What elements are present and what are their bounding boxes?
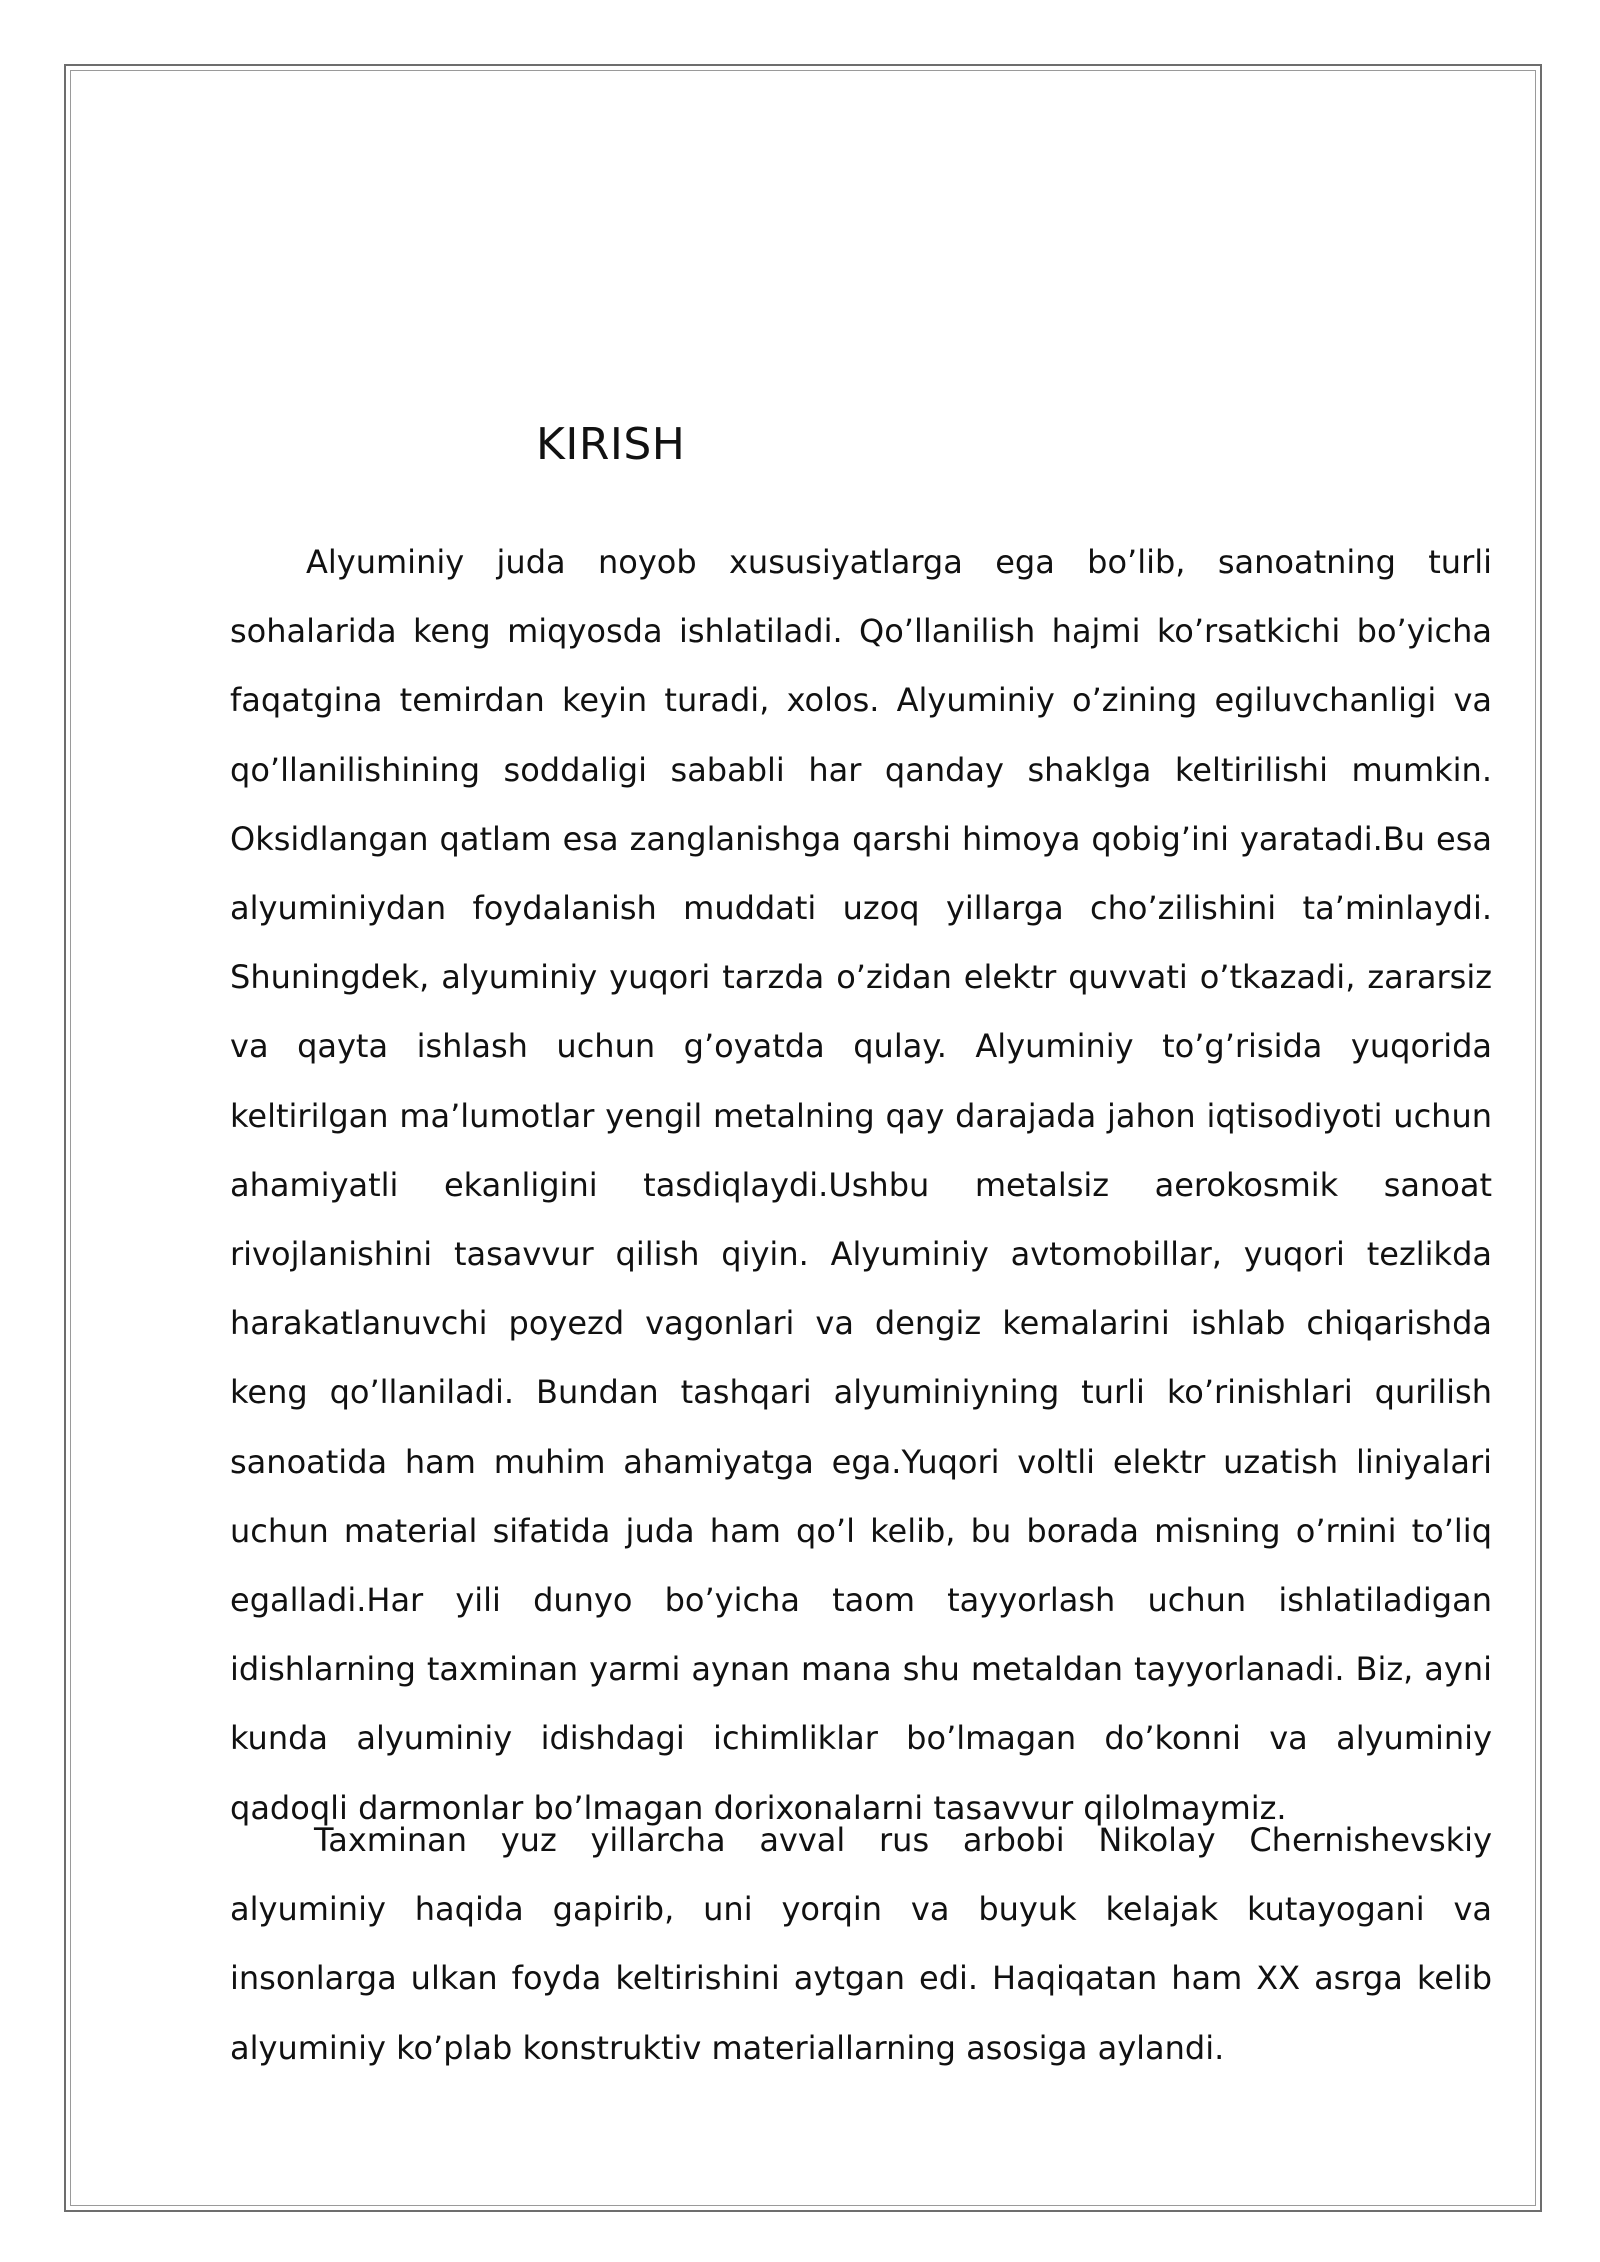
page-title: KIRISH [536,419,686,470]
body-paragraph-1: Alyuminiy juda noyob xususiyatlarga ega bo’lib, sanoatning turli sohalarida keng miqyosda ishlatiladi. Qo’llanilish hajmi ko’rsatkichi bo’yicha faqatgina temirdan keyin turadi, xolos. Alyuminiy o’zining egiluvchanligi va qo’llanilishining soddaligi sababli har qanday shaklga keltirilishi mumkin. Oksidlangan qatlam esa zanglanishga qarshi himoya qobig’ini yaratadi.Bu esa alyuminiydan foydalanish muddati uzoq yillarga cho’zilishini ta’minlaydi. Shuningdek, alyuminiy yuqori tarzda o’zidan elektr quvvati o’tkazadi, zararsiz va qayta ishlash uchun g’oyatda qulay. Alyuminiy to’g’risida yuqorida keltirilgan ma’lumotlar yengil metalning qay darajada jahon iqtisodiyoti uchun ahamiyatli ekanligini tasdiqlaydi.Ushbu metalsiz aerokosmik sanoat rivojlanishini tasavvur qilish qiyin. Alyuminiy avtomobillar, yuqori tezlikda harakatlanuvchi poyezd vagonlari va dengiz kemalarini ishlab chiqarishda keng qo’llaniladi. Bundan tashqari alyuminiyning turli ko’rinishlari qurilish sanoatida ham muhim ahamiyatga ega.Yuqori voltli elektr uzatish liniyalari uchun material sifatida juda ham qo’l kelib, bu borada misning o’rnini to’liq egalladi.Har yili dunyo bo’yicha taom tayyorlash uchun ishlatiladigan idishlarning taxminan yarmi aynan mana shu metaldan tayyorlanadi. Biz, ayni kunda alyuminiy idishdagi ichimliklar bo’lmagan do’konni va alyuminiy qadoqli darmonlar bo’lmagan dorixonalarni tasavvur qilolmaymiz. [230,543,1492,1827]
body-paragraph-2: Taxminan yuz yillarcha avval rus arbobi Nikolay Chernishevskiy alyuminiy haqida gapirib, uni yorqin va buyuk kelajak kutayogani va insonlarga ulkan foyda keltirishini aytgan edi. Haqiqatan ham XX asrga kelib alyuminiy ko’plab konstruktiv materiallarning asosiga aylandi. [230,1821,1492,2067]
